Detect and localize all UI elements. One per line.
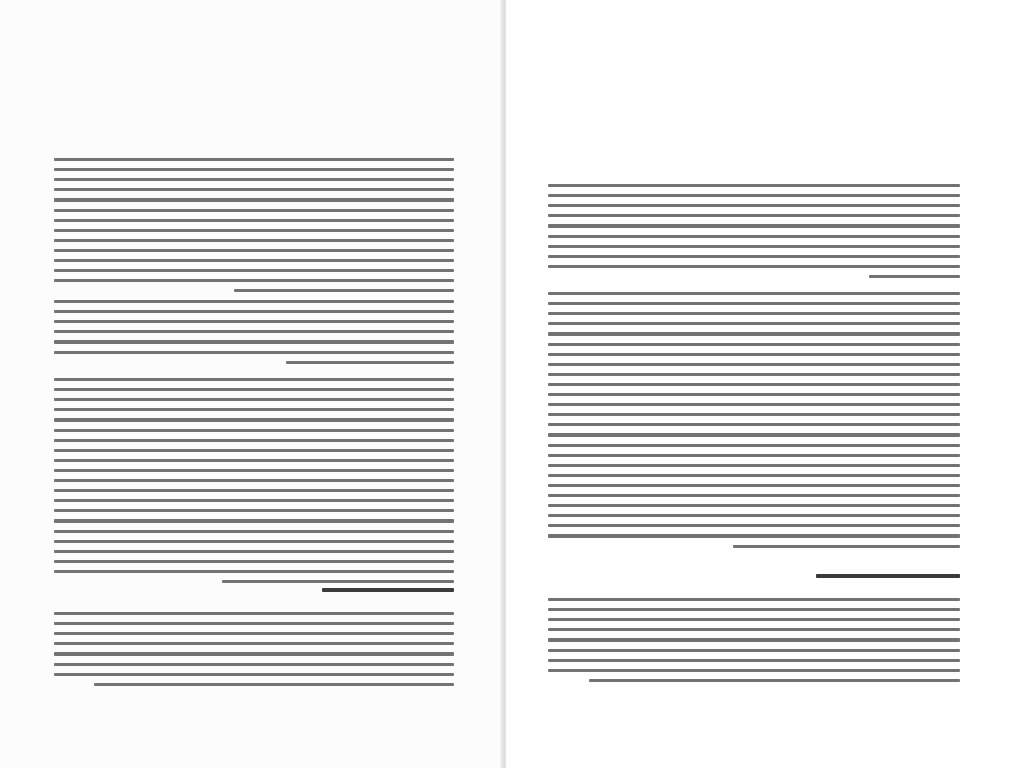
left-section-heading — [54, 588, 454, 598]
text-line — [54, 330, 454, 333]
text-line — [54, 300, 454, 303]
text-line — [548, 332, 960, 335]
text-line — [548, 383, 960, 386]
text-line — [54, 570, 454, 573]
text-line — [548, 184, 960, 187]
text-line — [548, 433, 960, 436]
text-line — [548, 494, 960, 497]
text-line — [54, 340, 454, 343]
text-line — [54, 622, 454, 625]
text-line — [54, 219, 454, 222]
text-line — [548, 353, 960, 356]
text-line — [54, 209, 454, 212]
text-line — [54, 540, 454, 543]
text-line — [548, 423, 960, 426]
text-line — [54, 198, 454, 201]
right-section-heading — [548, 574, 960, 584]
text-line — [54, 612, 454, 615]
text-line — [322, 588, 454, 592]
text-line — [54, 188, 454, 191]
text-line — [548, 608, 960, 611]
text-line — [548, 618, 960, 621]
text-line — [548, 363, 960, 366]
text-line — [222, 580, 454, 583]
text-line — [548, 393, 960, 396]
text-line — [54, 509, 454, 512]
text-line — [548, 628, 960, 631]
text-line — [548, 534, 960, 537]
text-line — [548, 669, 960, 672]
text-line — [54, 459, 454, 462]
text-line — [54, 642, 454, 645]
text-line — [54, 479, 454, 482]
text-line — [548, 373, 960, 376]
text-line — [589, 679, 960, 682]
text-line — [869, 275, 960, 278]
text-line — [54, 499, 454, 502]
text-line — [54, 519, 454, 522]
text-line — [548, 403, 960, 406]
text-line — [548, 245, 960, 248]
left-paragraph-3 — [54, 378, 454, 590]
text-line — [54, 229, 454, 232]
text-line — [54, 663, 454, 666]
text-line — [54, 178, 454, 181]
text-line — [548, 504, 960, 507]
text-line — [548, 224, 960, 227]
text-line — [548, 514, 960, 517]
text-line — [54, 310, 454, 313]
text-line — [548, 413, 960, 416]
text-line — [548, 235, 960, 238]
text-line — [548, 343, 960, 346]
text-line — [54, 560, 454, 563]
text-line — [548, 265, 960, 268]
left-paragraph-4 — [54, 612, 454, 693]
text-line — [548, 322, 960, 325]
text-line — [548, 444, 960, 447]
left-page — [0, 0, 502, 768]
text-line — [234, 289, 454, 292]
text-line — [548, 292, 960, 295]
text-line — [54, 418, 454, 421]
text-line — [548, 194, 960, 197]
text-line — [548, 204, 960, 207]
text-line — [94, 683, 454, 686]
text-line — [54, 550, 454, 553]
text-line — [54, 489, 454, 492]
text-line — [54, 168, 454, 171]
text-line — [548, 474, 960, 477]
text-line — [54, 429, 454, 432]
left-paragraph-2 — [54, 300, 454, 371]
text-line — [548, 214, 960, 217]
text-line — [54, 449, 454, 452]
text-line — [54, 398, 454, 401]
text-line — [54, 378, 454, 381]
text-line — [54, 239, 454, 242]
text-line — [548, 464, 960, 467]
text-line — [548, 302, 960, 305]
text-line — [54, 408, 454, 411]
text-line — [54, 469, 454, 472]
text-line — [548, 255, 960, 258]
text-line — [548, 454, 960, 457]
text-line — [54, 388, 454, 391]
text-line — [54, 530, 454, 533]
text-line — [286, 361, 454, 364]
text-line — [54, 269, 454, 272]
text-line — [548, 484, 960, 487]
right-paragraph-3 — [548, 598, 960, 689]
text-line — [54, 632, 454, 635]
text-line — [54, 351, 454, 354]
text-line — [54, 279, 454, 282]
text-line — [548, 649, 960, 652]
text-line — [548, 638, 960, 641]
text-line — [733, 545, 960, 548]
right-page — [506, 0, 1010, 768]
text-line — [54, 439, 454, 442]
left-paragraph-1 — [54, 158, 454, 299]
text-line — [54, 259, 454, 262]
text-line — [548, 598, 960, 601]
right-paragraph-1 — [548, 184, 960, 285]
text-line — [548, 524, 960, 527]
text-line — [54, 320, 454, 323]
text-line — [548, 659, 960, 662]
text-line — [816, 574, 960, 578]
right-paragraph-2 — [548, 292, 960, 555]
text-line — [54, 249, 454, 252]
text-line — [54, 652, 454, 655]
text-line — [54, 158, 454, 161]
text-line — [548, 312, 960, 315]
text-line — [54, 673, 454, 676]
